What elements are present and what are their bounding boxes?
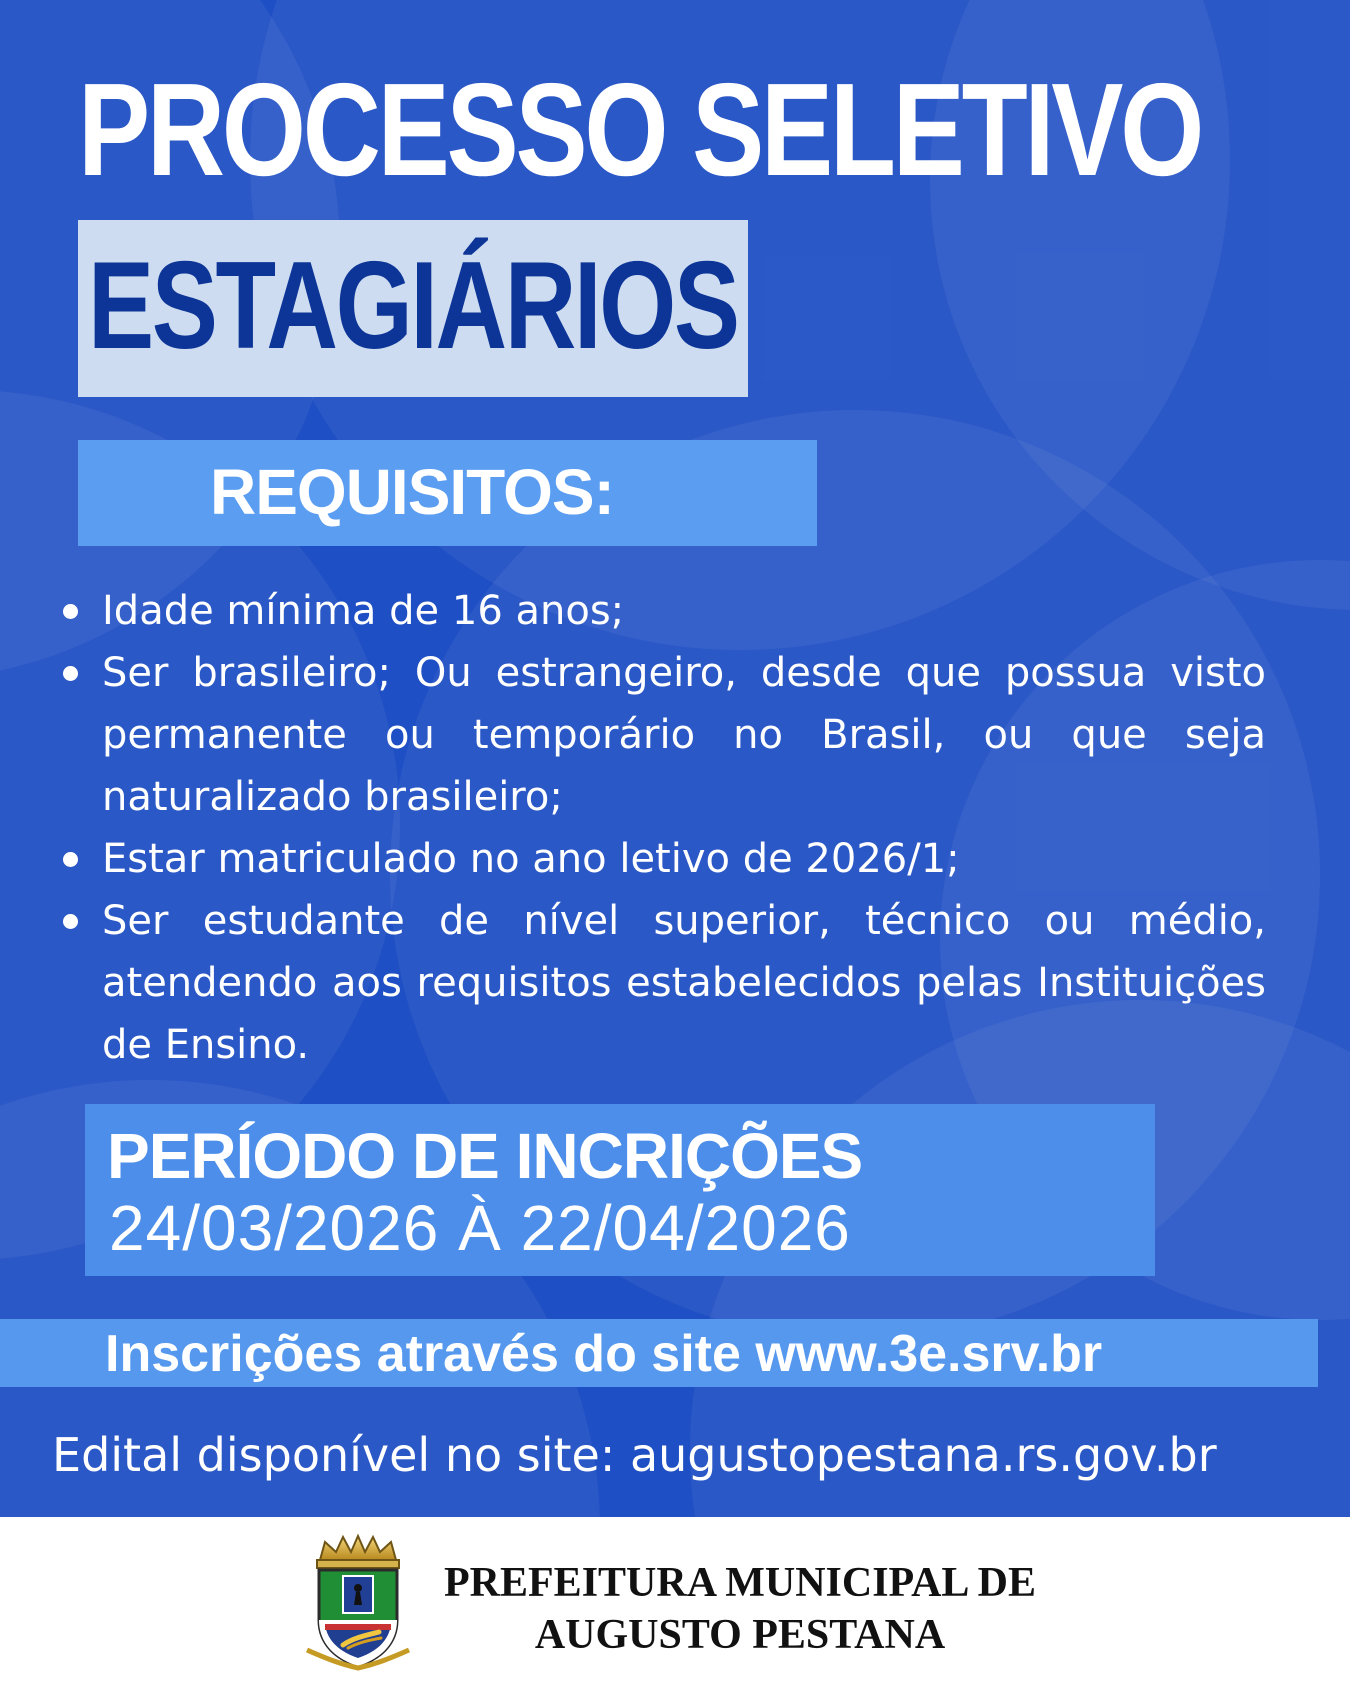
registration-period-title: PERÍODO DE INCRIÇÕES: [107, 1120, 863, 1192]
organization-name-line1: PREFEITURA MUNICIPAL DE: [444, 1560, 1036, 1606]
edital-site-text: Edital disponível no site: augustopestana.rs.gov.br: [52, 1428, 1217, 1482]
requirement-item: Ser brasileiro; Ou estrangeiro, desde que possua visto permanente ou temporário no Brasil, ou que seja naturalizado brasileiro;: [56, 642, 1266, 828]
coat-of-arms-icon: [305, 1532, 411, 1672]
requirements-heading-box: [78, 440, 817, 546]
registration-site-bar: [0, 1319, 1318, 1387]
registration-period-dates: 24/03/2026 À 22/04/2026: [109, 1192, 851, 1264]
page-title: PROCESSO SELETIVO: [78, 56, 1202, 203]
organization-name-line2: AUGUSTO PESTANA: [534, 1612, 946, 1658]
coat-of-arms-svg: [305, 1532, 411, 1672]
requirements-list: [56, 580, 1266, 1076]
requirements-heading: REQUISITOS:: [210, 456, 614, 528]
requirement-item: Estar matriculado no ano letivo de 2026/1;: [56, 828, 1266, 890]
registration-period-box: [85, 1104, 1155, 1276]
subtitle-box: [78, 220, 748, 397]
registration-site-text: Inscrições através do site www.3e.srv.br: [105, 1325, 1103, 1383]
organization-name: [440, 1557, 1040, 1661]
requirement-item: Idade mínima de 16 anos;: [56, 580, 1266, 642]
requirement-item: Ser estudante de nível superior, técnico ou médio, atendendo aos requisitos estabelecidos pelas Instituições de Ensino.: [56, 890, 1266, 1076]
subtitle: ESTAGIÁRIOS: [88, 237, 738, 375]
footer: [0, 1517, 1350, 1687]
